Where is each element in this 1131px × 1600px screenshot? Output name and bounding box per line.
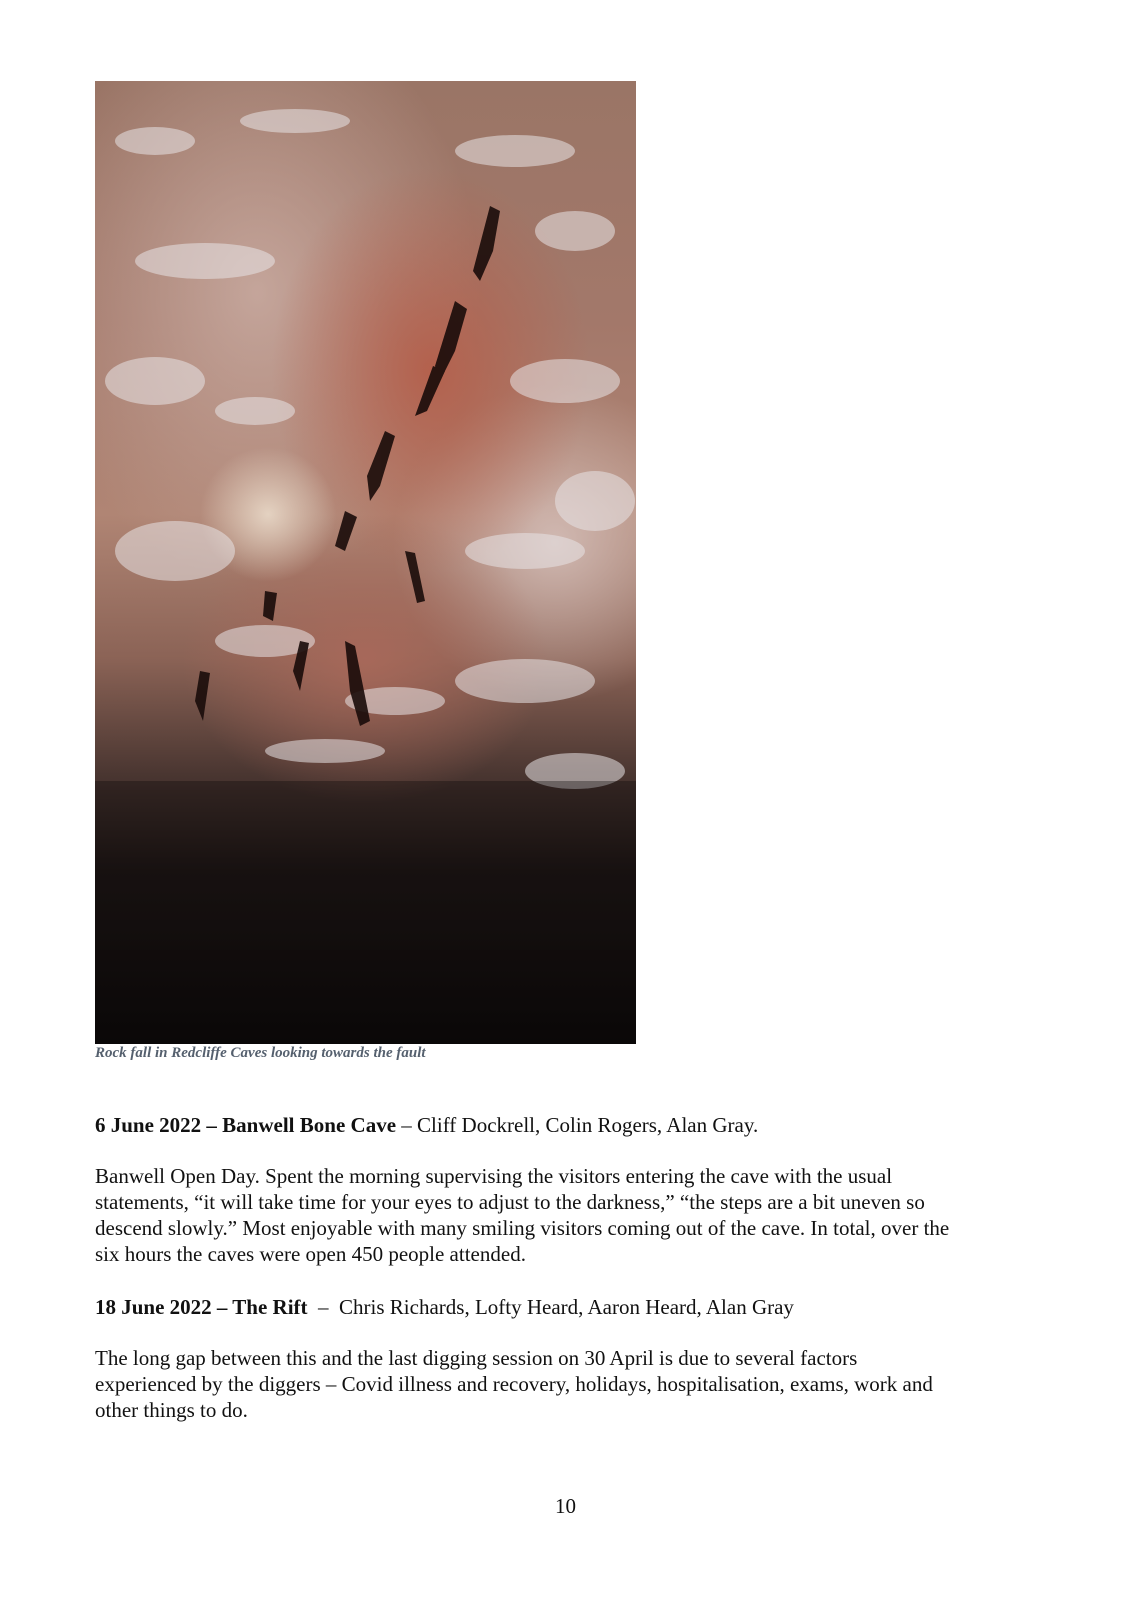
heading-separator: – — [307, 1295, 340, 1319]
heading-separator: – — [396, 1113, 418, 1137]
entry-participants: Chris Richards, Lofty Heard, Aaron Heard, Alan Gray — [339, 1295, 794, 1319]
body-line: Banwell Open Day. Spent the morning supervising the visitors entering the cave with the usual — [95, 1164, 893, 1188]
entry-date-title: 6 June 2022 – Banwell Bone Cave — [95, 1113, 397, 1137]
entry-heading — [95, 1294, 794, 1320]
body-line: six hours the caves were open 450 people attended. — [95, 1242, 526, 1266]
entry-participants: Cliff Dockrell, Colin Rogers, Alan Gray. — [417, 1113, 759, 1137]
entry-body — [95, 1345, 933, 1423]
body-line: experienced by the diggers – Covid illness and recovery, holidays, hospitalisation, exams, work and — [95, 1372, 933, 1396]
body-line: descend slowly.” Most enjoyable with many smiling visitors coming out of the cave. In total, over the — [95, 1216, 950, 1240]
figure-caption: Rock fall in Redcliffe Caves looking towards the fault — [95, 1045, 426, 1061]
entry-heading — [95, 1112, 758, 1138]
page-number: 10 — [555, 1494, 576, 1518]
body-line: statements, “it will take time for your eyes to adjust to the darkness,” “the steps are a bit uneven so — [95, 1190, 925, 1214]
body-line: other things to do. — [95, 1398, 248, 1422]
entry-body — [95, 1163, 949, 1267]
cave-photo — [95, 81, 636, 1044]
rock-fall-illustration — [95, 81, 636, 1044]
entry-date-title: 18 June 2022 – The Rift — [95, 1295, 308, 1319]
body-line: The long gap between this and the last digging session on 30 April is due to several factors — [95, 1346, 858, 1370]
